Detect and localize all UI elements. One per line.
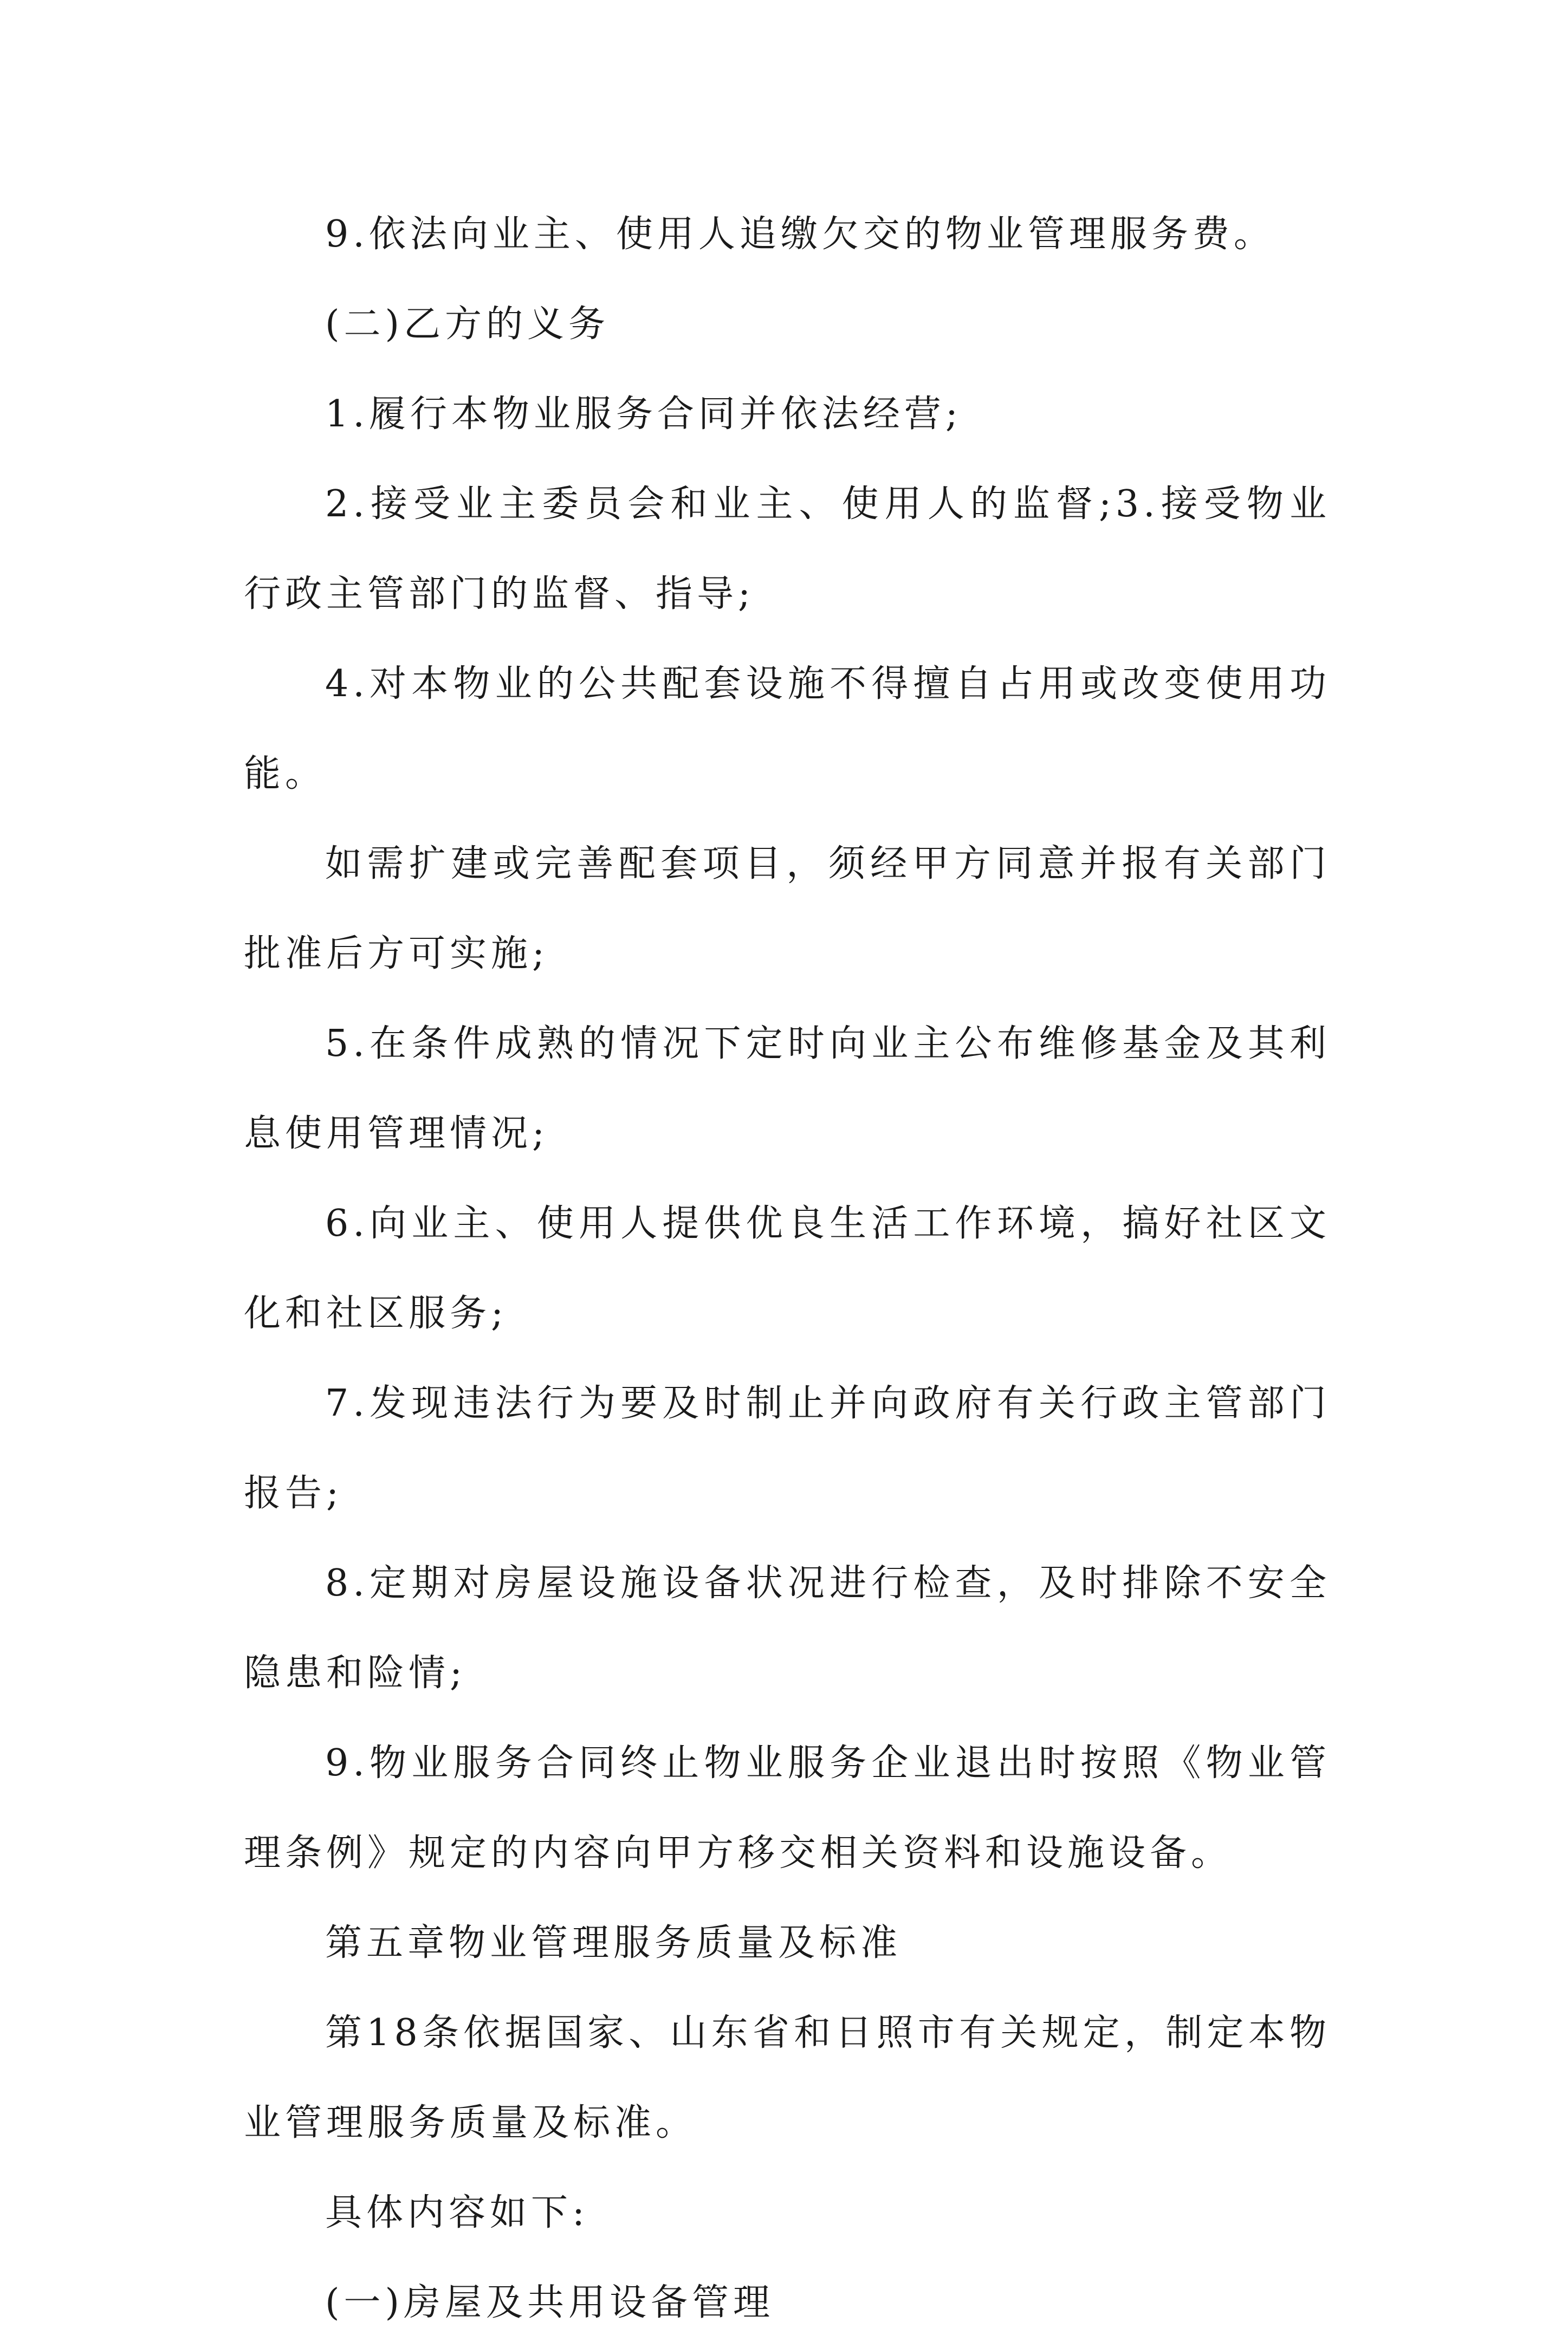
paragraph-obligation-2-3: 2.接受业主委员会和业主、使用人的监督;3.接受物业行政主管部门的监督、指导; bbox=[244, 483, 1331, 615]
paragraph-obligation-9: 9.物业服务合同终止物业服务企业退出时按照《物业管理条例》规定的内容向甲方移交相关资料和设施设备。 bbox=[244, 1742, 1331, 1874]
chapter-heading-chapter-5: 第五章物业管理服务质量及标准 bbox=[325, 1922, 902, 1964]
section-heading-housing-equipment: (一)房屋及共用设备管理 bbox=[325, 2281, 775, 2324]
paragraph-content-intro: 具体内容如下: bbox=[325, 2191, 589, 2234]
paragraph-party-b-right-9: 9.依法向业主、使用人追缴欠交的物业管理服务费。 bbox=[325, 213, 1275, 256]
paragraph-obligation-4: 4.对本物业的公共配套设施不得擅自占用或改变使用功能。 bbox=[244, 663, 1331, 795]
paragraph-obligation-4-note: 如需扩建或完善配套项目，须经甲方同意并报有关部门批准后方可实施; bbox=[244, 842, 1331, 975]
paragraph-obligation-7: 7.发现违法行为要及时制止并向政府有关行政主管部门报告; bbox=[244, 1382, 1331, 1515]
paragraph-obligation-1: 1.履行本物业服务合同并依法经营; bbox=[325, 393, 962, 436]
document-body bbox=[244, 190, 1331, 2348]
section-heading-party-b-obligations: (二)乙方的义务 bbox=[325, 303, 610, 346]
paragraph-obligation-8: 8.定期对房屋设施设备状况进行检查，及时排除不安全隐患和险情; bbox=[244, 1562, 1331, 1695]
paragraph-obligation-6: 6.向业主、使用人提供优良生活工作环境，搞好社区文化和社区服务; bbox=[244, 1202, 1331, 1335]
paragraph-article-18: 第18条依据国家、山东省和日照市有关规定，制定本物业管理服务质量及标准。 bbox=[244, 2012, 1331, 2144]
paragraph-obligation-5: 5.在条件成熟的情况下定时向业主公布维修基金及其利息使用管理情况; bbox=[244, 1022, 1331, 1155]
